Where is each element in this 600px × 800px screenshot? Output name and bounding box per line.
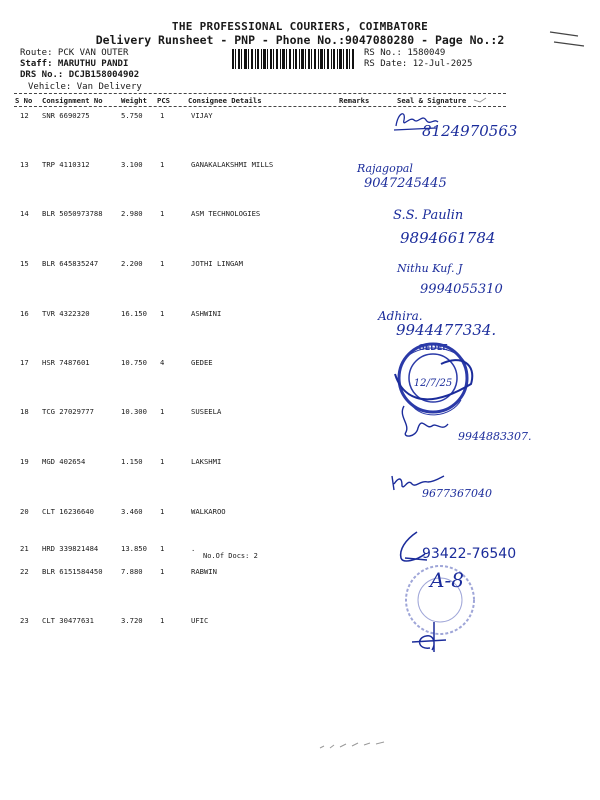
rs-number: RS No.: 1580049 xyxy=(364,48,446,58)
vehicle-label: Vehicle: Van Delivery xyxy=(28,82,142,92)
row-sno: 23 xyxy=(20,616,29,625)
table-row xyxy=(0,358,600,368)
staff-label: Staff: MARUTHU PANDI xyxy=(20,59,129,69)
row-consignment: SNR 6690275 xyxy=(42,111,90,120)
row-consignment: BLR 5050973788 xyxy=(42,209,103,218)
row-pcs: 1 xyxy=(160,507,165,516)
runsheet-subtitle: Delivery Runsheet - PNP - Phone No.:9047080280 - Page No.:2 xyxy=(95,33,505,47)
faint-check-mark xyxy=(472,96,488,106)
row-consignee: GANAKALAKSHMI MILLS xyxy=(191,160,274,169)
row-consignee: JOTHI LINGAM xyxy=(191,259,243,268)
row-consignee: . xyxy=(191,544,196,553)
handwritten-name-row-15: Nithu Kuf. J xyxy=(397,262,463,275)
row-weight: 1.150 xyxy=(121,457,143,466)
corner-pen-marks xyxy=(548,28,588,52)
row-consignment: TCG 27029777 xyxy=(42,407,94,416)
signature-row-23 xyxy=(408,618,448,658)
header-rule-top xyxy=(14,93,506,94)
table-row xyxy=(0,567,600,577)
row-sno: 14 xyxy=(20,209,29,218)
rs-date: RS Date: 12-Jul-2025 xyxy=(364,59,473,69)
row-pcs: 1 xyxy=(160,259,165,268)
row-sno: 19 xyxy=(20,457,29,466)
handwritten-phone-row-13: 9047245445 xyxy=(364,176,447,191)
handwritten-phone-row-14: 9894661784 xyxy=(400,229,496,247)
row-pcs: 1 xyxy=(160,567,165,576)
handwritten-phone-row-18: 9944883307. xyxy=(458,430,532,443)
table-row xyxy=(0,616,600,626)
row-consignee: UFIC xyxy=(191,616,209,625)
row-weight: 2.200 xyxy=(121,259,143,268)
row-pcs: 1 xyxy=(160,616,165,625)
row-sno: 13 xyxy=(20,160,29,169)
faint-pen-dots xyxy=(318,740,388,752)
route-label: Route: PCK VAN OUTER xyxy=(20,48,129,58)
handwritten-phone-row-12: 8124970563 xyxy=(422,122,518,140)
row-consignment: HSR 7487601 xyxy=(42,358,90,367)
row-consignment: BLR 645835247 xyxy=(42,259,99,268)
col-pcs: PCS xyxy=(157,96,170,105)
handwritten-name-row-14: S.S. Paulin xyxy=(393,208,464,223)
row-consignee: GEDEE xyxy=(191,358,213,367)
row-sno: 15 xyxy=(20,259,29,268)
row-consignee: ASHWINI xyxy=(191,309,222,318)
handwritten-name-row-13: Rajagopal xyxy=(357,162,413,175)
table-row xyxy=(0,309,600,319)
table-row xyxy=(0,507,600,517)
row-consignment: TVR 4322320 xyxy=(42,309,90,318)
row-sno: 18 xyxy=(20,407,29,416)
row-pcs: 4 xyxy=(160,358,165,367)
row-sno: 17 xyxy=(20,358,29,367)
col-seal-signature: Seal & Signature xyxy=(397,96,467,105)
row-consignee: WALKAROO xyxy=(191,507,226,516)
row-weight: 2.980 xyxy=(121,209,143,218)
table-row xyxy=(0,457,600,467)
col-weight: Weight xyxy=(121,96,147,105)
row-pcs: 1 xyxy=(160,407,165,416)
row-pcs: 1 xyxy=(160,160,165,169)
table-row xyxy=(0,111,600,121)
handwritten-phone-row-16: 9944477334. xyxy=(396,321,497,339)
handwritten-phone-row-15: 9994055310 xyxy=(420,282,503,297)
row-weight: 13.850 xyxy=(121,544,147,553)
row-sno: 12 xyxy=(20,111,29,120)
row-sno: 16 xyxy=(20,309,29,318)
row-weight: 3.460 xyxy=(121,507,143,516)
row-consignment: CLT 30477631 xyxy=(42,616,94,625)
row-sno: 21 xyxy=(20,544,29,553)
row-weight: 5.750 xyxy=(121,111,143,120)
row-consignment: CLT 16236640 xyxy=(42,507,94,516)
docs-count-note: No.Of Docs: 2 xyxy=(203,552,258,560)
company-title: THE PROFESSIONAL COURIERS, COIMBATORE xyxy=(171,20,429,33)
row-consignment: HRD 339821484 xyxy=(42,544,99,553)
col-consignee: Consignee Details xyxy=(188,96,262,105)
handwritten-name-row-16: Adhira. xyxy=(378,309,423,323)
row-consignee: RABWIN xyxy=(191,567,217,576)
row-pcs: 1 xyxy=(160,309,165,318)
row-consignee: LAKSHMI xyxy=(191,457,222,466)
table-row xyxy=(0,160,600,170)
stamp-date: 12/7/25 xyxy=(413,378,453,389)
barcode-image xyxy=(232,49,354,69)
row-weight: 7.880 xyxy=(121,567,143,576)
row-consignee: ASM TECHNOLOGIES xyxy=(191,209,261,218)
handwritten-phone-row-21: 93422-76540 xyxy=(422,546,517,562)
row-pcs: 1 xyxy=(160,209,165,218)
stamp-label: GEDEE xyxy=(418,343,448,352)
row-consignee: VIJAY xyxy=(191,111,213,120)
table-row xyxy=(0,407,600,417)
row-weight: 10.750 xyxy=(121,358,147,367)
row-sno: 22 xyxy=(20,567,29,576)
row-pcs: 1 xyxy=(160,457,165,466)
row-pcs: 1 xyxy=(160,544,165,553)
col-consignment: Consignment No xyxy=(42,96,103,105)
table-row xyxy=(0,259,600,269)
row-weight: 16.150 xyxy=(121,309,147,318)
handwritten-phone-row-19: 9677367040 xyxy=(422,487,492,500)
col-remarks: Remarks xyxy=(339,96,370,105)
col-sno: S No xyxy=(15,96,33,105)
row-pcs: 1 xyxy=(160,111,165,120)
row-consignment: TRP 4110312 xyxy=(42,160,90,169)
drs-label: DRS No.: DCJB158004902 xyxy=(20,70,140,80)
header-rule-bottom xyxy=(14,106,506,107)
row-sno: 20 xyxy=(20,507,29,516)
handwritten-signature-row-22: A-8 xyxy=(430,568,464,592)
row-weight: 10.300 xyxy=(121,407,147,416)
row-weight: 3.720 xyxy=(121,616,143,625)
row-consignment: MGD 402654 xyxy=(42,457,86,466)
table-row xyxy=(0,209,600,219)
row-consignee: SUSEELA xyxy=(191,407,222,416)
signature-row-18 xyxy=(396,402,456,442)
row-consignment: BLR 6151584450 xyxy=(42,567,103,576)
row-weight: 3.100 xyxy=(121,160,143,169)
